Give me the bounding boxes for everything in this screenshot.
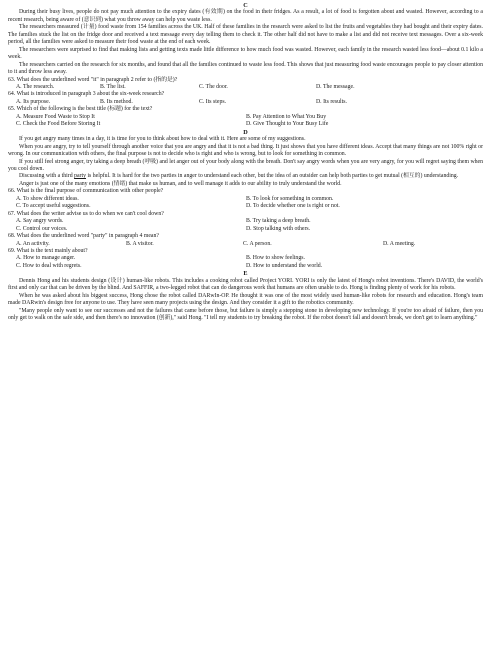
- option-a: A. To show different ideas.: [16, 195, 79, 202]
- paragraph-text: Discussing with a third: [19, 173, 75, 180]
- question-64-stem: 64. What is introduced in paragraph 3 about the six-week research?: [8, 91, 165, 98]
- option-c: C. A person.: [243, 240, 272, 247]
- option-d: D. How to understand the world.: [246, 262, 323, 269]
- option-c: C. The door.: [199, 83, 228, 90]
- passage-d-paragraph-5: Anger is just one of the many emotions (情绪) that make us human, and to well manage it adds to our ability to truly understand the world.: [19, 180, 342, 187]
- option-b: B. To look for something in common.: [246, 195, 334, 202]
- option-a: A. An activity.: [16, 240, 50, 247]
- section-d-heading: D: [243, 128, 248, 136]
- option-b: B. How to show feelings.: [246, 255, 305, 262]
- question-65-stem: 65. Which of the following is the best title (标题) for the text?: [8, 106, 153, 113]
- question-67-options: [8, 218, 483, 233]
- question-66-stem: 66. What is the final purpose of communication with other people?: [8, 188, 164, 195]
- passage-e-paragraph-3: "Many people only want to see our successes and not the failures that came before those, but failure is simply a stepping stone in developing new technology. If you're too afraid of failure, then you only get to walk on the safe side, and then there's no innovation (创新)," said Hong. "I tell my students to try breaking the robot. If the robot doesn't fall and doesn't break, we don't get to learn anything.": [8, 307, 483, 322]
- option-c: C. How to deal with regrets.: [16, 262, 82, 269]
- passage-e-paragraph-2: When he was asked about his biggest success, Hong chose the robot called DARwIn-OP. He thought it was one of the most widely used human-like robots for research and education. Hong's team made DARwin's design free for anyone to use. They have seen many projects using the design. And they consider it a gift to the robotics community.: [8, 292, 483, 307]
- option-b: B. Pay Attention to What You Buy: [246, 113, 327, 120]
- option-d: D. Stop talking with others.: [246, 225, 311, 232]
- section-e-heading: E: [243, 270, 248, 278]
- passage-d-paragraph-4: [8, 173, 483, 180]
- passage-d-paragraph-1: If you get angry many times in a day, it is time for you to think about how to deal with it. Here are some of my suggestions.: [19, 136, 306, 143]
- question-67-stem: 67. What does the writer advise us to do when we can't cool down?: [8, 210, 164, 217]
- question-65-options: [8, 114, 483, 129]
- option-a: A. Its purpose.: [16, 98, 51, 105]
- option-a: A. How to manage anger.: [16, 255, 76, 262]
- option-a: A. The research.: [16, 83, 55, 90]
- paragraph-text: is helpful. It is hard for the two parties in anger to understand each other, but the idea of an outsider can help both parties to get mutual (相互的) understanding.: [86, 173, 459, 180]
- passage-c-paragraph-1: During their busy lives, people do not pay much attention to the expiry dates (有效期) on the food in their fridges. As a result, a lot of food is forgotten about and wasted. However, according to a recent research, being aware of (意识到) what you throw away can help you waste less.: [8, 9, 483, 23]
- passage-c-paragraph-4: The researchers carried on the research for six months, and found that all the families continued to waste less food. This shows that just measuring food waste encourages people to pay closer attention to it and throw less away.: [8, 61, 483, 76]
- option-d: D. Give Thought to Your Busy Life: [246, 121, 329, 128]
- option-b: B. Its method.: [100, 98, 133, 105]
- passage-c-paragraph-3: The researchers were surprised to find that making lists and getting texts made little difference to how much food was wasted. However, each family in the research wasted less food—about 0.1 kilo a week.: [8, 46, 483, 61]
- option-d: D. A meeting.: [383, 240, 416, 247]
- question-66-options: [8, 196, 483, 211]
- option-a: A. Measure Food Waste to Stop It: [16, 113, 95, 120]
- option-b: B. The list.: [100, 83, 126, 90]
- question-68-stem: 68. What does the underlined word "party" in paragraph 4 mean?: [8, 233, 159, 240]
- question-69-options: [8, 255, 483, 270]
- option-c: C. Its steps.: [199, 98, 227, 105]
- passage-e-paragraph-1: Dennis Hong and his students design (设计) human-like robots. This includes a cooking robot called Project YORI. YORI is only the latest of Hong's robot inventions. There's DAVID, the world's first and only car that can be driven by the blind. And SAFFIR, a two-legged robot that can do dangerous work that humans are often unable to do. Hong is finding plenty of work for his robots.: [8, 277, 483, 292]
- passage-d-paragraph-2: When you are angry, try to tell yourself through another voice that you are angry and that it is not a bad thing. It just shows that you have different ideas. Accept that many things are not 100% right or wrong. In our communication with others, the final purpose is not to decide who is right and who is wrong, but to look for something in common.: [8, 143, 483, 158]
- option-d: D. To decide whether one is right or not.: [246, 203, 340, 210]
- option-d: D. The message.: [316, 83, 355, 90]
- question-63-options: [8, 84, 483, 91]
- option-b: B. A visitor.: [126, 240, 154, 247]
- option-d: D. Its results.: [316, 98, 347, 105]
- option-c: C. To accept useful suggestions.: [16, 203, 91, 210]
- option-c: C. Control our voices.: [16, 225, 68, 232]
- passage-c-paragraph-2: The researchers measured (计量) food waste from 154 families across the UK. Half of these families in the research were asked to list the fruits and vegetables they had bought and their expiry dates. The families stuck the list on the fridge door and received a text message every day telling them to check it. The other half did not have to make a list and did not receive text messages. Over a six-week period, all the families were asked to measure their food waste at the end of each week.: [8, 24, 483, 46]
- underlined-word-party: party: [74, 173, 86, 180]
- option-b: B. Try taking a deep breath.: [246, 218, 311, 225]
- passage-d-paragraph-3: If you still feel strong anger, try taking a deep breath (呼吸) and let anger out of your body along with the breath. Don't say angry words when you are very angry, for you will regret saying them when you cool down.: [8, 158, 483, 172]
- section-c-heading: C: [243, 2, 248, 9]
- question-68-options: [8, 241, 483, 248]
- option-a: A. Say angry words.: [16, 218, 64, 225]
- question-69-stem: 69. What is the text mainly about?: [8, 247, 88, 254]
- option-c: C. Check the Food Before Storing It: [16, 121, 101, 128]
- question-63-stem: 63. What does the underlined word "it" in paragraph 2 refer to (指的是)?: [8, 76, 178, 83]
